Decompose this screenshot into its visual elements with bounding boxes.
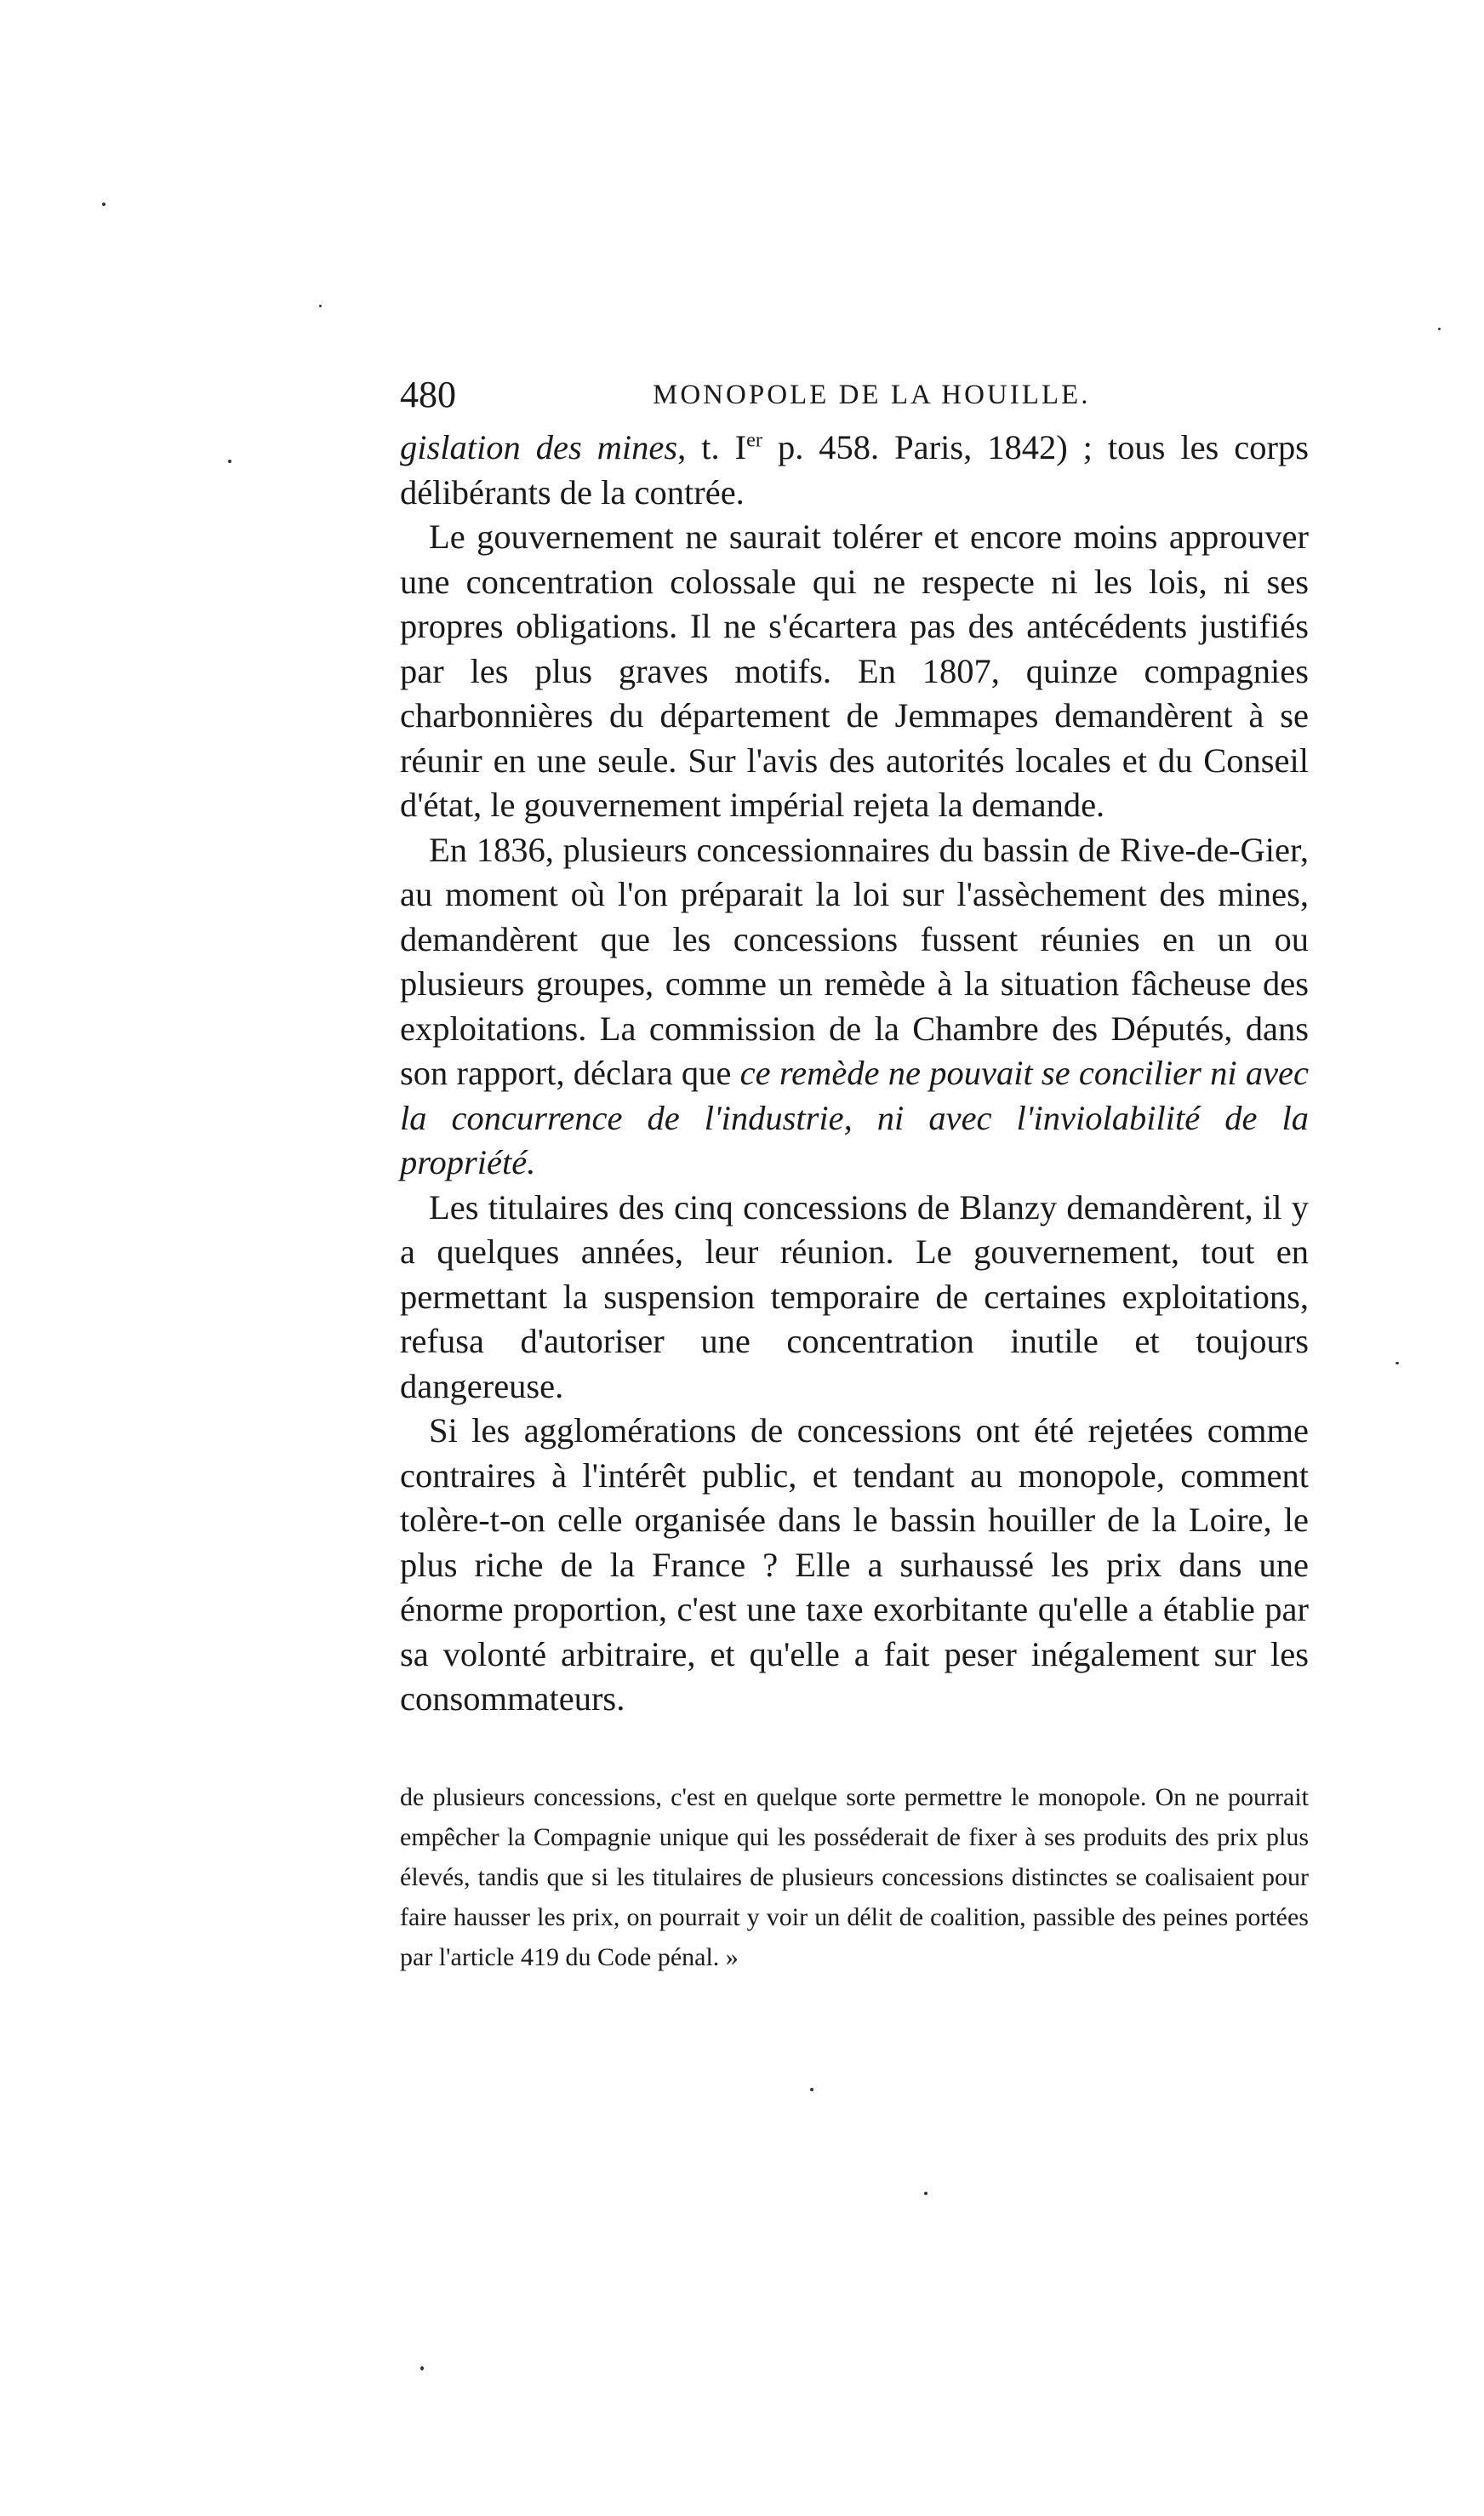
paragraph-continuation — [400, 426, 1309, 515]
scan-speck — [319, 305, 322, 307]
scan-speck — [420, 2366, 424, 2370]
main-text — [400, 426, 1309, 1722]
paragraph: Les titulaires des cinq concessions de Blanzy demandèrent, il y a quelques années, leur réunion. Le gouvernement, tout en permettant la suspension temporaire de certaines exploitations, refusa d'autoriser une concentration inutile et toujours dangereuse. — [400, 1187, 1309, 1405]
running-title: MONOPOLE DE LA HOUILLE. — [653, 380, 1091, 410]
paragraph: Si les agglomérations de concessions ont été rejetées comme contraires à l'intérêt public, et tendant au monopole, comment tolère-t-on celle organisée dans le bassin houiller de la Loire, le plus riche de la France ? Elle a surhaussé les prix dans une énorme proportion, c'est une taxe exorbitante qu'elle a établie par sa volonté arbitraire, et qu'elle a fait peser inégalement sur les consommateurs. — [400, 1411, 1309, 1718]
paragraph-text: En 1836, plusieurs concessionnaires du bassin de Rive-de-Gier, au moment où l'on préparait la loi sur l'assèchement des mines, demandèrent que les concessions fussent réunies en un ou plusieurs groupes, comme un remède à la situation fâcheuse des exploitations. La commission de la Chambre des Députés, dans son rapport, déclara que — [400, 830, 1309, 1092]
citation-superscript: er — [746, 428, 762, 452]
scan-speck — [1396, 1362, 1399, 1364]
footnote: de plusieurs concessions, c'est en quelque sorte permettre le monopole. On ne pourrait empêcher la Compagnie unique qui les posséderait de fixer à ses produits des prix plus élevés, tandis que si les titulaires de plusieurs concessions distinctes se coalisaient pour faire hausser les prix, on pourrait y voir un délit de coalition, passible des peines portées par l'article 419 du Code pénal. » — [400, 1783, 1309, 1971]
scan-speck — [102, 203, 106, 206]
scan-speck — [810, 2088, 813, 2091]
quoted-text: ce remède ne pouvait se concilier ni avec la concurrence de l'industrie, ni avec l'inviolabilité de la propriété. — [400, 1054, 1309, 1181]
scan-speck — [924, 2192, 928, 2195]
paragraph — [400, 828, 1309, 1186]
scan-speck — [228, 460, 231, 463]
paragraph: Le gouvernement ne saurait tolérer et encore moins approuver une concentration colossale qui ne respecte ni les lois, ni ses propres obligations. Il ne s'écartera pas des antécédents justifiés par les plus graves motifs. En 1807, quinze compagnies charbonnières du département de Jemmapes demandèrent à se réunir en une seule. Sur l'avis des autorités locales et du Conseil d'état, le gouvernement impérial rejeta la demande. — [400, 517, 1309, 824]
page-header — [400, 373, 1310, 424]
scan-speck — [1438, 328, 1441, 330]
citation-rest: p. 458. Paris, 1842) ; tous les corps délibérants de la contrée. — [400, 428, 1310, 512]
page-number: 480 — [400, 374, 456, 415]
citation-volume: , t. I — [677, 428, 747, 466]
citation-title: gislation des mines — [400, 428, 678, 466]
